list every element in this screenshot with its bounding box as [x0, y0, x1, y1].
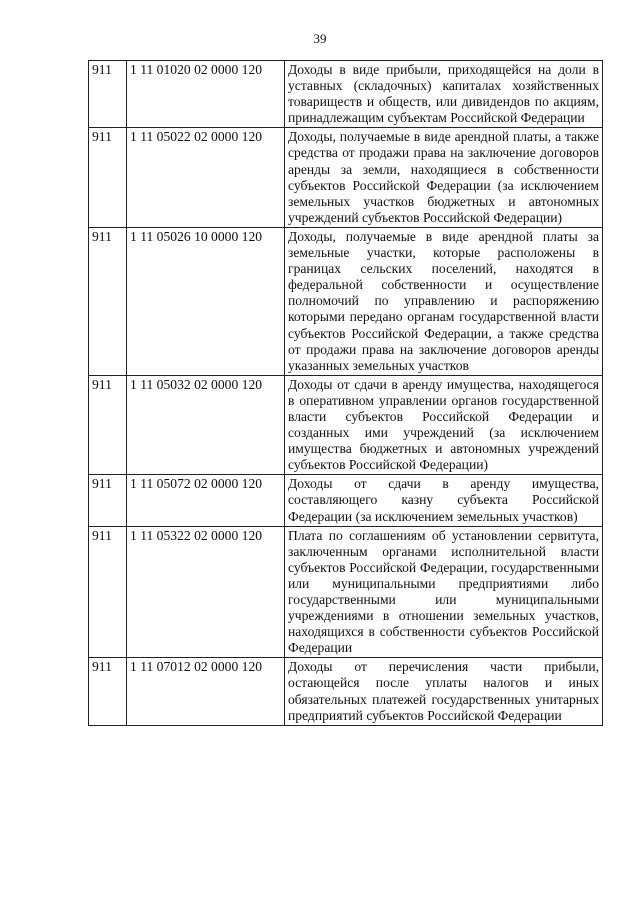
admin-code-cell: 911: [89, 128, 127, 228]
page-number: 39: [313, 31, 327, 46]
revenue-description-cell: Доходы, получаемые в виде арендной платы, а также средства от продажи права на заключение договоров аренды за земли, находящиеся в собственности субъектов Российской Федерации (за исключением земельных участков бюджетных и автономных учреждений субъектов Российской Федерации): [285, 128, 603, 228]
table-row: [89, 526, 603, 658]
table-row: [89, 128, 603, 228]
revenue-description-cell: Доходы в виде прибыли, приходящейся на доли в уставных (складочных) капиталах хозяйственных товариществ и обществ, или дивидендов по акциям, принадлежащим субъектам Российской Федерации: [285, 61, 603, 128]
revenue-codes-table: [88, 60, 603, 726]
revenue-code-cell: 1 11 01020 02 0000 120: [127, 61, 285, 128]
revenue-code-cell: 1 11 05032 02 0000 120: [127, 375, 285, 475]
admin-code-cell: 911: [89, 475, 127, 526]
revenue-code-cell: 1 11 05322 02 0000 120: [127, 526, 285, 658]
revenue-description-cell: Доходы от перечисления части прибыли, остающейся после уплаты налогов и иных обязательных платежей государственных унитарных предприятий субъектов Российской Федерации: [285, 658, 603, 725]
table-row: [89, 61, 603, 128]
admin-code-cell: 911: [89, 375, 127, 475]
revenue-code-cell: 1 11 05022 02 0000 120: [127, 128, 285, 228]
table-row: [89, 658, 603, 725]
revenue-description-cell: Доходы от сдачи в аренду имущества, составляющего казну субъекта Российской Федерации (за исключением земельных участков): [285, 475, 603, 526]
revenue-code-cell: 1 11 05026 10 0000 120: [127, 227, 285, 375]
admin-code-cell: 911: [89, 526, 127, 658]
admin-code-cell: 911: [89, 227, 127, 375]
admin-code-cell: 911: [89, 61, 127, 128]
table-row: [89, 375, 603, 475]
revenue-description-cell: Доходы от сдачи в аренду имущества, находящегося в оперативном управлении органов государственной власти субъектов Российской Федерации и созданных ими учреждений (за исключением имущества бюджетных и автономных учреждений субъектов Российской Федерации): [285, 375, 603, 475]
revenue-code-cell: 1 11 05072 02 0000 120: [127, 475, 285, 526]
revenue-description-cell: Плата по соглашениям об установлении сервитута, заключенным органами исполнительной власти субъектов Российской Федерации, государственными или муниципальными предприятиями либо государственными или муниципальными учреждениями в отношении земельных участков, находящихся в собственности субъектов Российской Федерации: [285, 526, 603, 658]
revenue-description-cell: Доходы, получаемые в виде арендной платы за земельные участки, которые расположены в границах сельских поселений, находятся в федеральной собственности и осуществление полномочий по управлению и распоряжению которыми передано органам государственной власти субъектов Российской Федерации, а также средства от продажи права на заключение договоров аренды указанных земельных участков: [285, 227, 603, 375]
table-row: [89, 475, 603, 526]
admin-code-cell: 911: [89, 658, 127, 725]
revenue-code-cell: 1 11 07012 02 0000 120: [127, 658, 285, 725]
table-body: [89, 61, 603, 726]
table-row: [89, 227, 603, 375]
